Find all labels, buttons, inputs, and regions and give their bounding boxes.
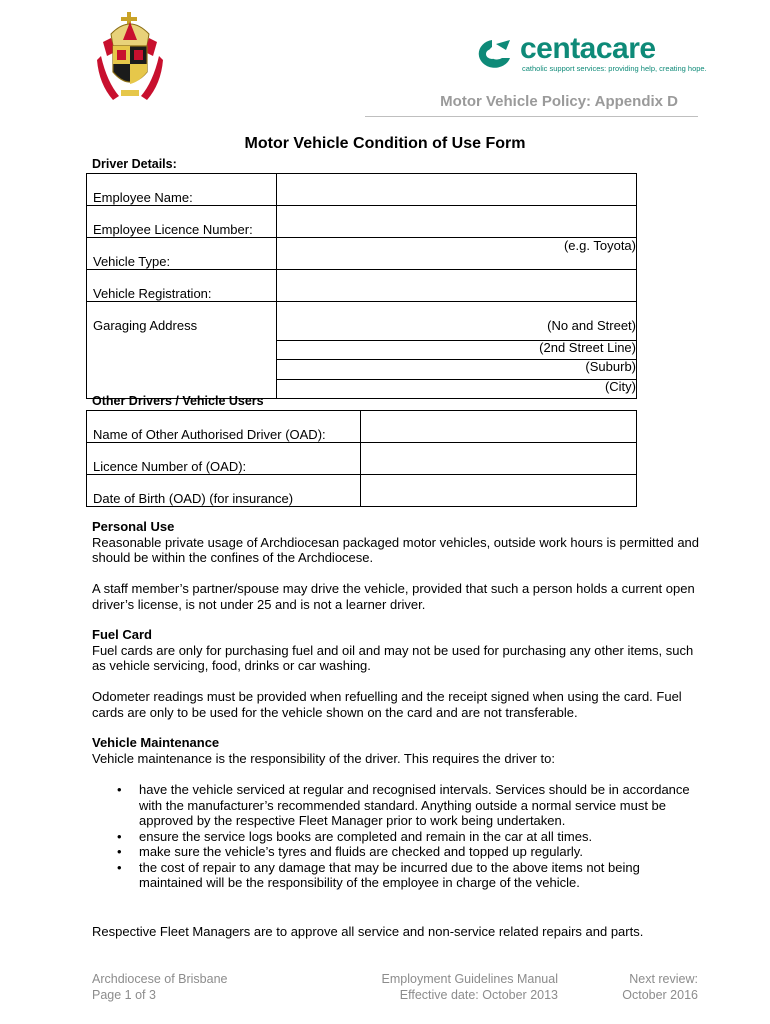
- footer-manual-title: Employment Guidelines Manual: [381, 972, 558, 986]
- vehicle-registration-label: Vehicle Registration:: [87, 270, 277, 302]
- footer-next-review-label: Next review:: [629, 972, 698, 986]
- footer-page-number: Page 1 of 3: [92, 987, 156, 1002]
- vehicle-maintenance-heading: Vehicle Maintenance: [92, 735, 220, 750]
- footer-center: [330, 972, 558, 1003]
- vehicle-type-hint: (e.g. Toyota): [563, 238, 636, 253]
- table-row: [87, 475, 637, 507]
- list-item: • make sure the vehicle’s tyres and fluids are checked and topped up regularly.: [92, 844, 702, 860]
- garaging-street-field[interactable]: (No and Street): [276, 302, 636, 341]
- footer-next-review-date: October 2016: [622, 987, 698, 1002]
- fuel-card-section: [92, 627, 702, 674]
- list-item: • have the vehicle serviced at regular and recognised intervals. Services should be in accordance with the manufacturer’s recommended standard. Anything outside a normal service must be approved by the respective Fleet Manager prior to work being undertaken.: [92, 782, 702, 829]
- footer-organisation: Archdiocese of Brisbane: [92, 972, 228, 986]
- vehicle-type-label: Vehicle Type:: [87, 238, 277, 270]
- oad-name-label: Name of Other Authorised Driver (OAD):: [87, 411, 361, 443]
- table-row: [87, 443, 637, 475]
- logo-tagline: catholic support services: providing help, creating hope.: [522, 64, 707, 73]
- garaging-address-label: Garaging Address: [87, 302, 277, 399]
- form-title: Motor Vehicle Condition of Use Form: [244, 135, 526, 152]
- fuel-card-paragraph-2: Odometer readings must be provided when refuelling and the receipt signed when using the card. Fuel cards are only to be used for the vehicle shown on the card and are not transferable.: [92, 689, 682, 720]
- centacare-logo: [470, 32, 707, 78]
- vehicle-type-field[interactable]: [276, 238, 636, 270]
- table-row: [87, 174, 637, 206]
- vehicle-registration-field[interactable]: [276, 270, 636, 302]
- driver-details-table: [86, 173, 637, 399]
- policy-title: Motor Vehicle Policy: Appendix D: [440, 93, 678, 110]
- list-item: • ensure the service logs books are completed and remain in the car at all times.: [92, 829, 702, 845]
- garaging-street2-field[interactable]: (2nd Street Line): [276, 340, 636, 359]
- footer-left: [92, 972, 228, 1003]
- garaging-suburb-field[interactable]: (Suburb): [276, 360, 636, 379]
- personal-use-paragraph-2: A staff member’s partner/spouse may drive the vehicle, provided that such a person holds a current open driver’s license, is not under 25 and is not a learner driver.: [92, 581, 695, 612]
- oad-licence-label: Licence Number of (OAD):: [87, 443, 361, 475]
- footer-right: [578, 972, 698, 1003]
- header-divider: [365, 116, 698, 117]
- licence-number-label: Employee Licence Number:: [87, 206, 277, 238]
- fuel-card-heading: Fuel Card: [92, 627, 152, 642]
- employee-name-label: Employee Name:: [87, 174, 277, 206]
- centacare-logo-icon: [470, 36, 514, 72]
- personal-use-heading: Personal Use: [92, 519, 175, 534]
- archdiocese-crest-icon: [97, 12, 163, 104]
- logo-name: centacare: [520, 32, 656, 65]
- driver-details-label: Driver Details:: [92, 157, 177, 171]
- oad-dob-field[interactable]: [360, 475, 636, 507]
- table-row: [87, 411, 637, 443]
- list-item: • the cost of repair to any damage that may be incurred due to the above items not being maintained will be the responsibility of the employee in charge of the vehicle.: [92, 860, 702, 891]
- other-drivers-table: [86, 410, 637, 507]
- maintenance-bullet-list: [92, 782, 702, 891]
- oad-dob-label: Date of Birth (OAD) (for insurance): [87, 475, 361, 507]
- licence-number-field[interactable]: [276, 206, 636, 238]
- footer-effective-date: Effective date: October 2013: [399, 987, 558, 1002]
- vehicle-maintenance-section: [92, 735, 702, 766]
- other-drivers-label: Other Drivers / Vehicle Users: [92, 394, 264, 408]
- oad-licence-field[interactable]: [360, 443, 636, 475]
- personal-use-paragraph-1: Reasonable private usage of Archdiocesan packaged motor vehicles, outside work hours is permitted and should be within the confines of the Archdiocese.: [92, 534, 700, 565]
- fuel-card-paragraph-1: Fuel cards are only for purchasing fuel and oil and may not be used for purchasing any other items, such as vehicle servicing, food, drinks or car washing.: [92, 642, 694, 673]
- table-row: [87, 206, 637, 238]
- table-row: [87, 270, 637, 302]
- oad-name-field[interactable]: [360, 411, 636, 443]
- maintenance-closing: Respective Fleet Managers are to approve all service and non-service related repairs and parts.: [92, 924, 644, 939]
- personal-use-section: [92, 519, 702, 566]
- vehicle-maintenance-intro: Vehicle maintenance is the responsibility of the driver. This requires the driver to:: [92, 750, 555, 766]
- garaging-city-field[interactable]: (City): [276, 379, 636, 398]
- table-row: [87, 302, 637, 341]
- table-row: [87, 238, 637, 270]
- employee-name-field[interactable]: [276, 174, 636, 206]
